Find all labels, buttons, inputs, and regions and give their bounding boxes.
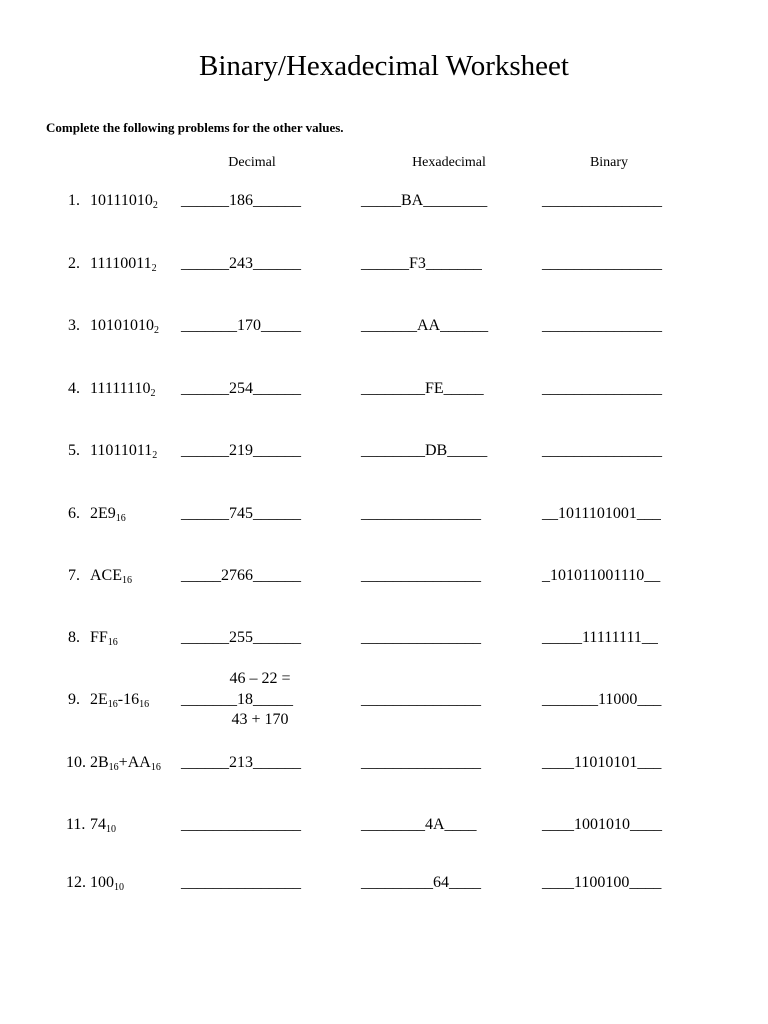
hex-answer: ________FE_____	[361, 380, 484, 397]
decimal-answer: ______243______	[181, 255, 301, 272]
problem-number: 5.	[68, 442, 80, 459]
problem-row	[0, 752, 768, 776]
binary-answer: ____11010101___	[542, 754, 662, 771]
problem-row	[0, 315, 768, 339]
problem-row	[0, 440, 768, 464]
decimal-answer: ______255______	[181, 629, 301, 646]
problem-number: 4.	[68, 380, 80, 397]
hex-answer: ______F3_______	[361, 255, 482, 272]
problem-value: $FF_{16}$	[90, 629, 118, 648]
problem-row	[0, 378, 768, 402]
decimal-answer: ______213______	[181, 754, 301, 771]
problem-value: $10101010_2$	[90, 317, 159, 336]
problem-value: $100_{10}$	[90, 874, 124, 893]
hex-answer: ________4A____	[361, 816, 477, 833]
problem-number: 9.	[68, 691, 80, 708]
problem-value: $ACE_{16}$	[90, 567, 132, 586]
hex-answer: _________64____	[361, 874, 481, 891]
problem-row	[0, 253, 768, 277]
instructions: Complete the following problems for the other values.	[46, 120, 344, 135]
problem-value: $11011011_2$	[90, 442, 158, 461]
column-header-hexadecimal: Hexadecimal	[412, 155, 486, 170]
problem-number: 2.	[68, 255, 80, 272]
problem-number: 12.	[66, 874, 86, 891]
problem-number: 11.	[66, 816, 86, 833]
problem-number: 7.	[68, 567, 80, 584]
binary-answer: _____11111111__	[542, 629, 658, 646]
hex-answer: _______________	[361, 754, 481, 771]
hex-answer: _______________	[361, 505, 481, 522]
decimal-answer: ______745______	[181, 505, 301, 522]
problem-value: $74_{10}$	[90, 816, 116, 835]
problem-row	[0, 689, 768, 713]
problem-value: $2E9_{16}$	[90, 505, 126, 524]
problem-value: $10111010_2$	[90, 192, 158, 211]
hex-answer: _______________	[361, 567, 481, 584]
problem-value: $2E_{16}-16_{16}$	[90, 691, 150, 710]
decimal-answer: ______186______	[181, 192, 301, 209]
problem-number: 8.	[68, 629, 80, 646]
problem-number: 6.	[68, 505, 80, 522]
problem-value: $11111110_2$	[90, 380, 156, 399]
problem-number: 1.	[68, 192, 80, 209]
problem-value: $11110011_2$	[90, 255, 157, 274]
column-header-decimal: Decimal	[228, 155, 276, 170]
hex-answer: ________DB_____	[361, 442, 488, 459]
binary-answer: _______________	[542, 192, 662, 209]
hex-answer: _______AA______	[361, 317, 489, 334]
problem-number: 3.	[68, 317, 80, 334]
problem-value: $2B_{16}+AA_{16}$	[90, 754, 161, 773]
problem-row	[0, 872, 768, 896]
binary-answer: _______________	[542, 317, 662, 334]
decimal-answer: ______219______	[181, 442, 301, 459]
work-note-above: 46 – 22 =	[229, 670, 291, 687]
hex-answer: _____BA________	[361, 192, 488, 209]
hex-answer: _______________	[361, 629, 481, 646]
decimal-answer: _______170_____	[181, 317, 301, 334]
binary-answer: __1011101001___	[542, 505, 661, 522]
problem-row	[0, 814, 768, 838]
column-header-binary: Binary	[589, 155, 629, 170]
decimal-answer: _______________	[181, 816, 301, 833]
binary-answer: _101011001110__	[542, 567, 661, 584]
problem-row	[0, 190, 768, 214]
problem-row	[0, 565, 768, 589]
hex-answer: _______________	[361, 691, 481, 708]
binary-answer: _______________	[542, 255, 662, 272]
decimal-answer: ______254______	[181, 380, 301, 397]
problem-row	[0, 627, 768, 651]
problem-row	[0, 503, 768, 527]
binary-answer: _______11000___	[542, 691, 662, 708]
decimal-answer: _______18_____	[181, 691, 293, 708]
page-title: Binary/Hexadecimal Worksheet	[199, 50, 569, 82]
problem-number: 10.	[66, 754, 86, 771]
binary-answer: _______________	[542, 380, 662, 397]
decimal-answer: _______________	[181, 874, 301, 891]
decimal-answer: _____2766______	[181, 567, 301, 584]
work-note-below: 43 + 170	[231, 711, 289, 728]
binary-answer: ____1001010____	[542, 816, 662, 833]
binary-answer: ____1100100____	[542, 874, 662, 891]
binary-answer: _______________	[542, 442, 662, 459]
